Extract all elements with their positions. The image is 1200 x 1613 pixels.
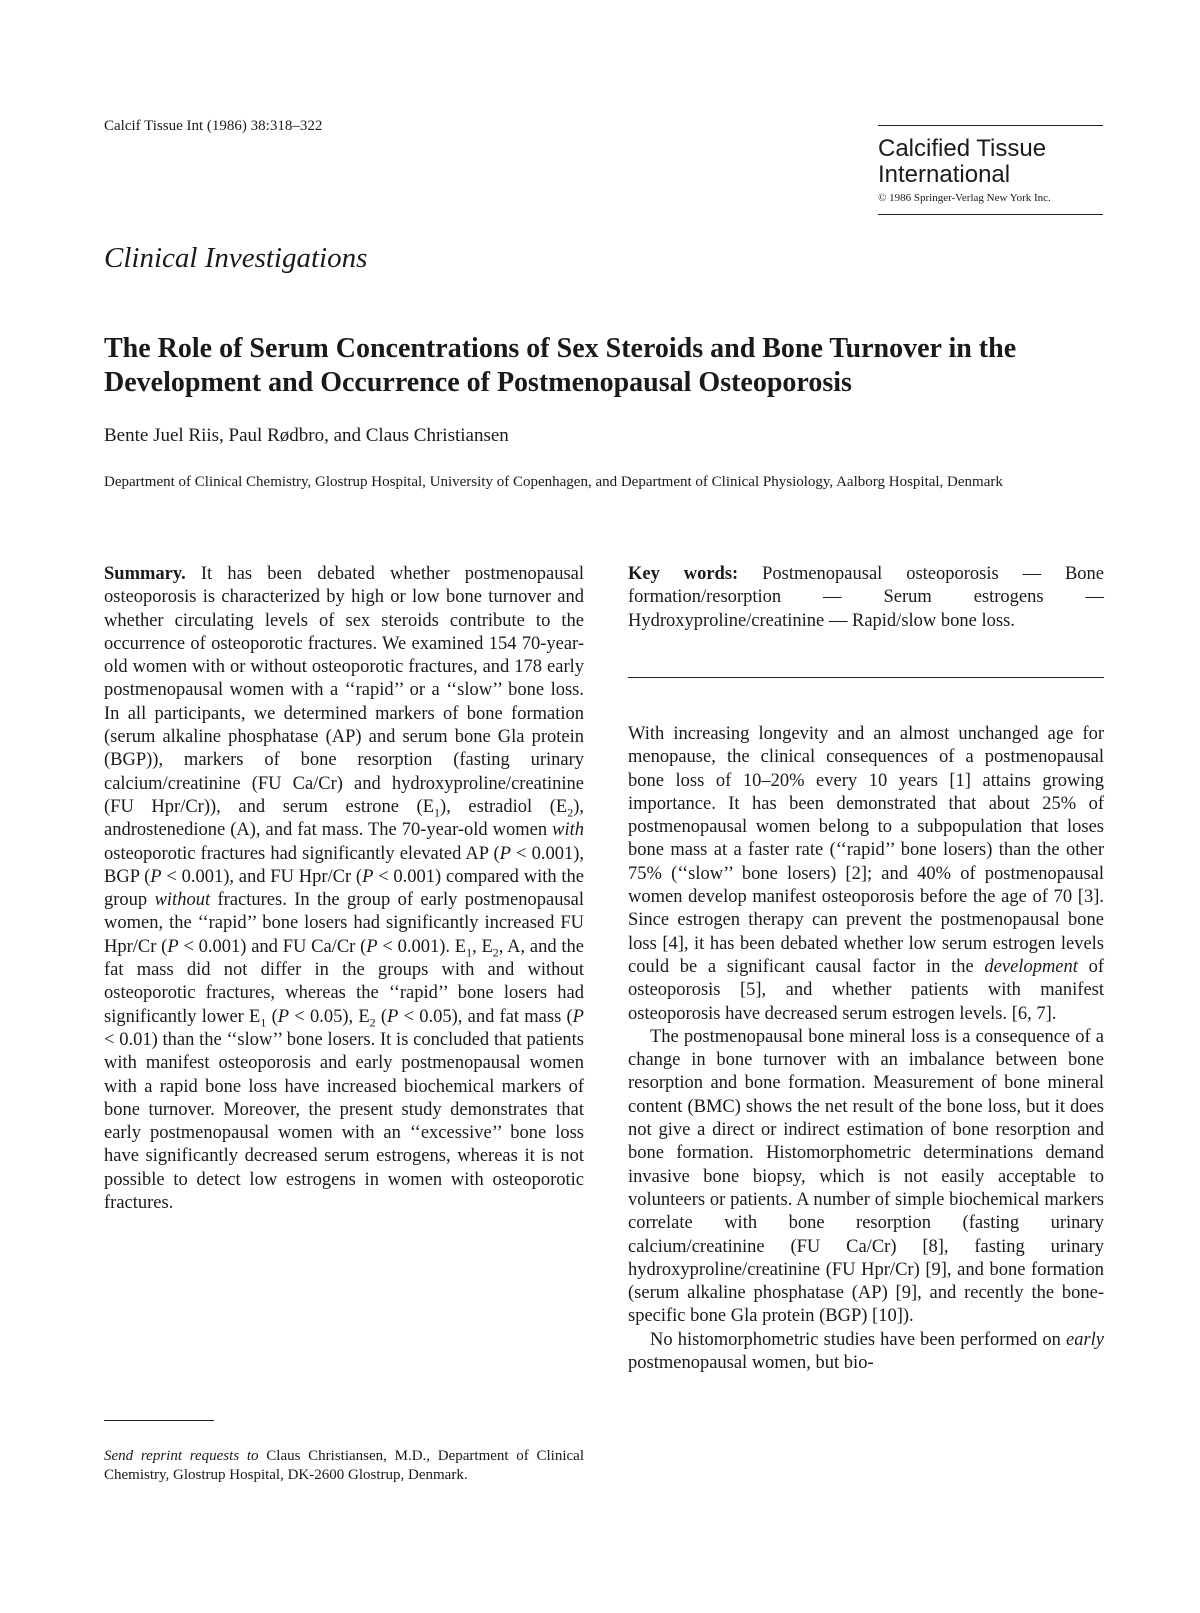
subscript: 1 xyxy=(466,945,473,960)
reprint-label: Send reprint requests to xyxy=(104,1448,259,1464)
footnote-rule xyxy=(104,1420,214,1421)
summary-text: < 0.001) compared with the group xyxy=(104,866,584,911)
summary-text: ( xyxy=(375,1006,388,1027)
summary-text: < 0.001). E xyxy=(377,936,467,957)
brand-top-rule xyxy=(878,125,1103,126)
reprint-footnote xyxy=(104,1447,584,1485)
journal-name: Calcified Tissue International xyxy=(878,135,1047,188)
summary-paragraph xyxy=(104,563,584,1215)
body-text: of osteoporosis [5], and whether patients with manifest osteoporosis have decreased serum estrogen levels. [6, 7]. xyxy=(628,956,1104,1024)
p-symbol: P xyxy=(366,936,378,957)
body-text: No histomorphometric studies have been performed on xyxy=(650,1329,1066,1350)
paper-title: The Role of Serum Concentrations of Sex Steroids and Bone Turnover in the Development and Occurrence of Postmenopausal Osteoporosis xyxy=(104,333,1017,398)
summary-text: ), androstenedione (A), and fat mass. The 70-year-old women xyxy=(104,796,584,841)
summary-text: , E xyxy=(472,936,493,957)
intro-paragraph-3 xyxy=(628,1329,1104,1376)
summary-text: , A, and the fat mass did not differ in the groups with and without osteoporotic fractures, whereas the ‘‘rapid’’ bone losers had significantly lower E xyxy=(104,936,584,1027)
intro-body xyxy=(628,723,1104,1375)
summary-text: osteoporotic fractures had significantly elevated AP ( xyxy=(104,843,500,864)
p-symbol: P xyxy=(362,866,374,887)
intro-paragraph-2: The postmenopausal bone mineral loss is a consequence of a change in bone turnover with an imbalance between bone resorption and bone formation. Measurement of bone mineral content (BMC) shows the net result of the bone loss, but it does not give a direct or indirect estimation of bone resorption and bone formation. Histomorphometric determinations demand invasive bone biopsy, which is not easily acceptable to volunteers or patients. A number of simple biochemical markers correlate with bone resorption (fasting urinary calcium/creatinine (FU Ca/Cr) [8], fasting urinary hydroxyproline/creatinine (FU Hpr/Cr) [9], and bone formation (serum alkaline phosphatase (AP) [9], and recently the bone-specific bone Gla protein (BGP) [10]). xyxy=(628,1026,1104,1327)
keywords-block xyxy=(628,563,1104,633)
emphasis: development xyxy=(984,956,1078,977)
body-text: postmenopausal women, but bio- xyxy=(628,1353,874,1374)
emphasis: with xyxy=(552,820,584,841)
copyright-line: © 1986 Springer-Verlag New York Inc. xyxy=(878,192,1051,204)
summary-text: < 0.001), and FU Hpr/Cr ( xyxy=(161,866,363,887)
summary-label: Summary. xyxy=(104,564,186,584)
summary-text: < 0.001), BGP ( xyxy=(104,843,584,887)
keywords-rule xyxy=(628,677,1104,678)
subscript: 2 xyxy=(369,1015,376,1030)
emphasis: without xyxy=(154,890,211,911)
p-symbol: P xyxy=(499,843,511,864)
summary-text: < 0.01) than the ‘‘slow’’ bone losers. It is concluded that patients with manifest osteoporosis and early postmenopausal women with a rapid bone loss have increased biochemical markers of bone turnover. Moreover, the present study demonstrates that early postmenopausal women with an ‘‘excessive’’ bone loss have significantly decreased serum estrogens, whereas it is not possible to detect low estrogens in women with osteoporotic fractures. xyxy=(104,1029,584,1214)
journal-brand xyxy=(878,125,1103,215)
subscript: 1 xyxy=(260,1015,267,1030)
keywords-text: Postmenopausal osteoporosis — Bone formation/resorption — Serum estrogens — Hydroxyproline/creatinine — Rapid/slow bone loss. xyxy=(628,564,1104,631)
author-list: Bente Juel Riis, Paul Rødbro, and Claus Christiansen xyxy=(104,425,509,446)
subscript: 2 xyxy=(492,945,499,960)
p-symbol: P xyxy=(387,1006,399,1027)
emphasis: early xyxy=(1065,1329,1104,1350)
summary-text: < 0.05), E xyxy=(289,1006,370,1027)
p-symbol: P xyxy=(572,1006,584,1027)
keywords-label: Key words: xyxy=(628,564,739,584)
reprint-text: Claus Christiansen, M.D., Department of Clinical Chemistry, Glostrup Hospital, DK-2600 Glostrup, Denmark. xyxy=(104,1448,584,1483)
summary-text: ), estradiol (E xyxy=(440,796,568,817)
intro-paragraph-1 xyxy=(628,723,1104,1026)
p-symbol: P xyxy=(277,1006,290,1027)
brand-bottom-rule xyxy=(878,214,1103,215)
summary-text: < 0.05), and fat mass ( xyxy=(398,1006,573,1027)
p-symbol: P xyxy=(167,936,179,957)
p-symbol: P xyxy=(150,866,162,887)
section-heading: Clinical Investigations xyxy=(104,242,368,274)
affiliation: Department of Clinical Chemistry, Glostrup Hospital, University of Copenhagen, and Department of Clinical Physiology, Aalborg Hospital, Denmark xyxy=(104,474,1003,490)
journal-citation: Calcif Tissue Int (1986) 38:318–322 xyxy=(104,118,323,134)
summary-text: It has been debated whether postmenopausal osteoporosis is characterized by high or low bone turnover and whether circulating levels of sex steroids contribute to the occurrence of osteoporotic fractures. We examined 154 70-year-old women with or without osteoporotic fractures, and 178 early postmenopausal women with a ‘‘rapid’’ or a ‘‘slow’’ bone loss. In all participants, we determined markers of bone formation (serum alkaline phosphatase (AP) and serum bone Gla protein (BGP)), markers of bone resorption (fasting urinary calcium/creatinine (FU Ca/Cr) and hydroxyproline/creatinine (FU Hpr/Cr)), and serum estrone (E xyxy=(104,564,584,817)
body-text: With increasing longevity and an almost unchanged age for menopause, the clinical consequences of a postmenopausal bone loss of 10–20% every 10 years [1] attains growing importance. It has been demonstrated that about 25% of postmenopausal women belong to a subpopulation that loses bone mass at a faster rate (‘‘rapid’’ bone losers) than the other 75% (‘‘slow’’ bone losers) [2]; and 40% of postmenopausal women develop manifest osteoporosis before the age of 70 [3]. Since estrogen therapy can prevent the postmenopausal bone loss [4], it has been debated whether low serum estrogen levels could be a significant causal factor in the xyxy=(628,724,1104,977)
subscript: 1 xyxy=(434,805,441,820)
summary-text: < 0.001) and FU Ca/Cr ( xyxy=(178,936,367,957)
subscript: 2 xyxy=(567,805,574,820)
summary-text: ( xyxy=(266,1006,278,1027)
summary-text: fractures. In the group of early postmenopausal women, the ‘‘rapid’’ bone losers had significantly increased FU Hpr/Cr ( xyxy=(104,890,584,957)
